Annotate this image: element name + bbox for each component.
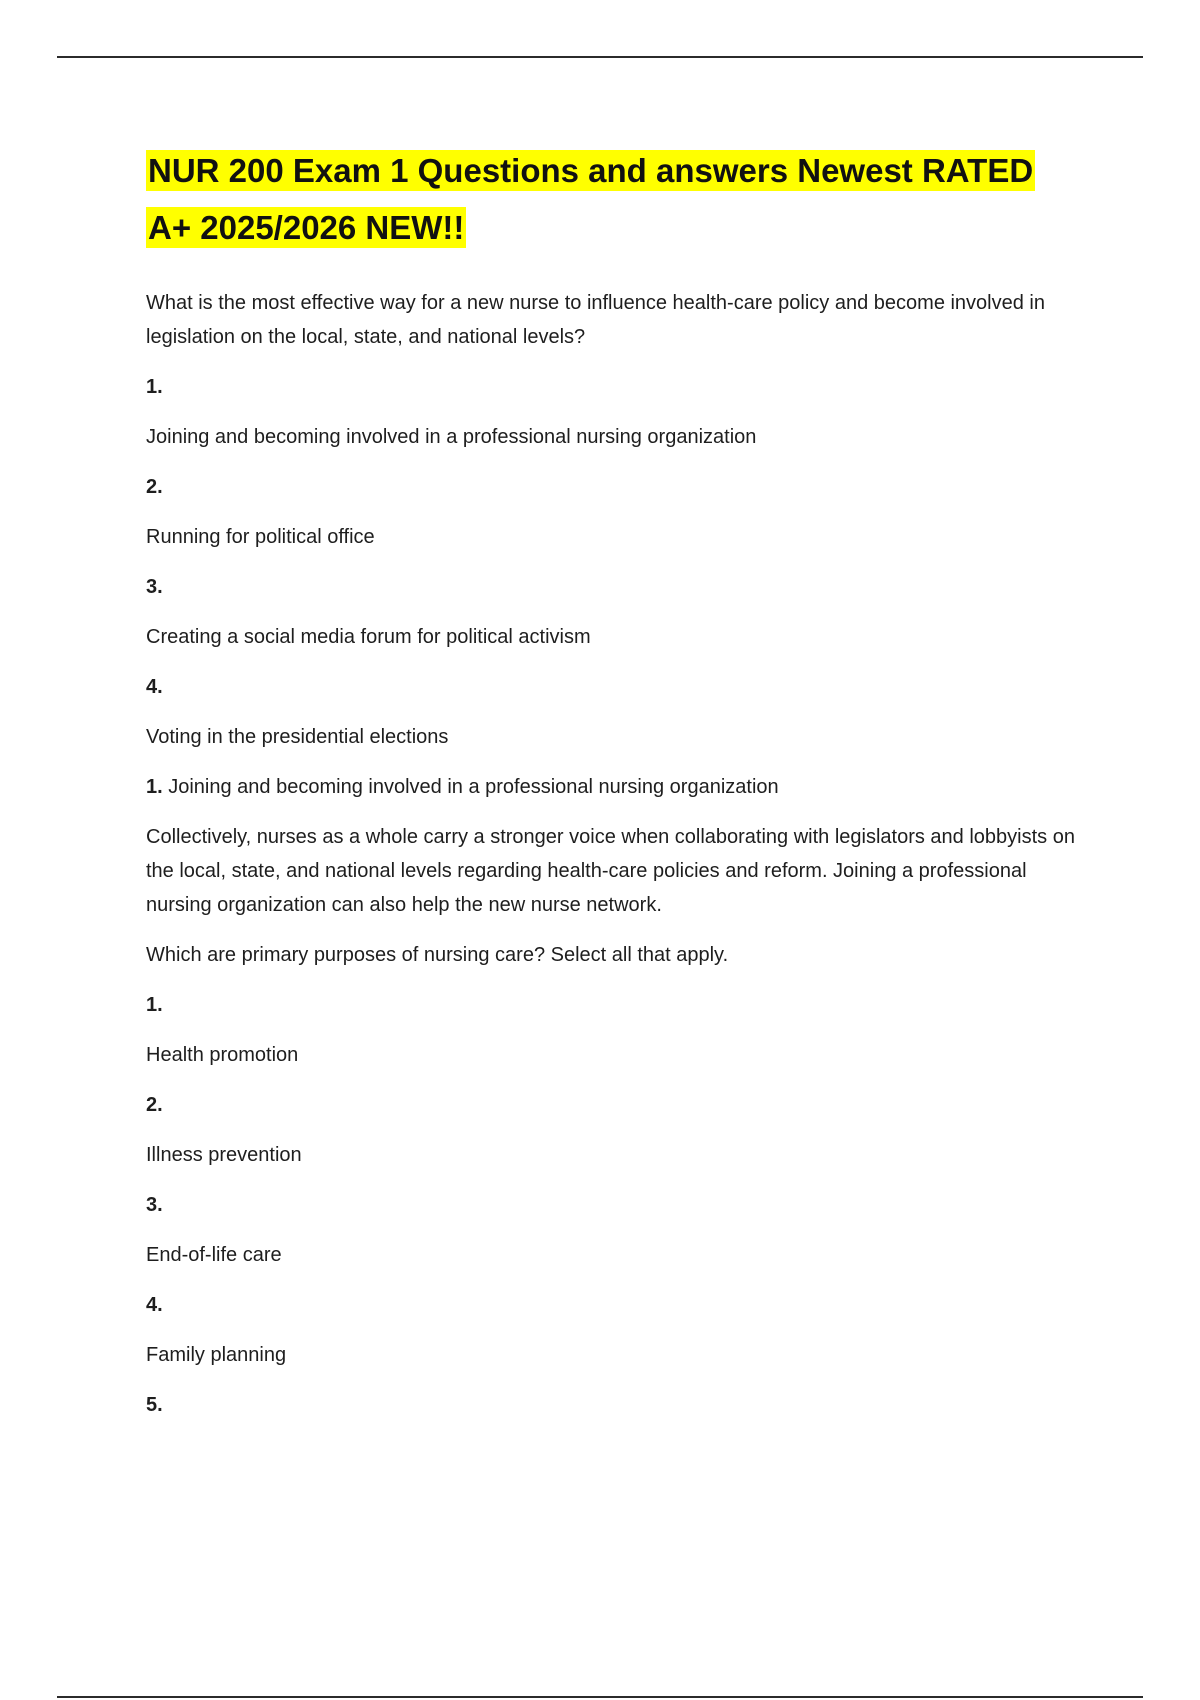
document-body xyxy=(146,142,1076,1438)
footer-rule xyxy=(57,1696,1143,1698)
q1-option-2-text: Running for political office xyxy=(146,526,375,548)
title-highlight: NUR 200 Exam 1 Questions and answers Newest RATED A+ 2025/2026 NEW!! xyxy=(148,152,1034,246)
document-title xyxy=(146,142,1076,256)
answer-text: Joining and becoming involved in a professional nursing organization xyxy=(162,776,779,798)
q1-option-4-number: 4. xyxy=(146,676,163,698)
q2-option-3-text: End-of-life care xyxy=(146,1244,282,1266)
q1-option-2-number: 2. xyxy=(146,476,163,498)
question-1-rationale: Collectively, nurses as a whole carry a stronger voice when collaborating with legislators and lobbyists on the local, state, and national levels regarding health-care policies and reform. Joining a professional nursing organization can also help the new nurse network. xyxy=(146,826,1075,916)
header-rule xyxy=(57,56,1143,58)
q2-option-1-number: 1. xyxy=(146,994,163,1016)
q1-option-1-number: 1. xyxy=(146,376,163,398)
q2-option-3-number: 3. xyxy=(146,1194,163,1216)
question-2-prompt: Which are primary purposes of nursing care? Select all that apply. xyxy=(146,944,729,966)
q1-option-3-text: Creating a social media forum for political activism xyxy=(146,626,591,648)
q1-option-4-text: Voting in the presidential elections xyxy=(146,726,449,748)
q2-option-2-number: 2. xyxy=(146,1094,163,1116)
answer-number: 1. xyxy=(146,776,163,798)
q2-option-4-number: 4. xyxy=(146,1294,163,1316)
q2-option-2-text: Illness prevention xyxy=(146,1144,302,1166)
q1-option-1-text: Joining and becoming involved in a professional nursing organization xyxy=(146,426,757,448)
question-1-answer xyxy=(146,770,1076,804)
q2-option-4-text: Family planning xyxy=(146,1344,287,1366)
question-1-prompt: What is the most effective way for a new nurse to influence health-care policy and become involved in legislation on the local, state, and national levels? xyxy=(146,292,1045,348)
q2-option-5-number: 5. xyxy=(146,1394,163,1416)
q1-option-3-number: 3. xyxy=(146,576,163,598)
q2-option-1-text: Health promotion xyxy=(146,1044,299,1066)
